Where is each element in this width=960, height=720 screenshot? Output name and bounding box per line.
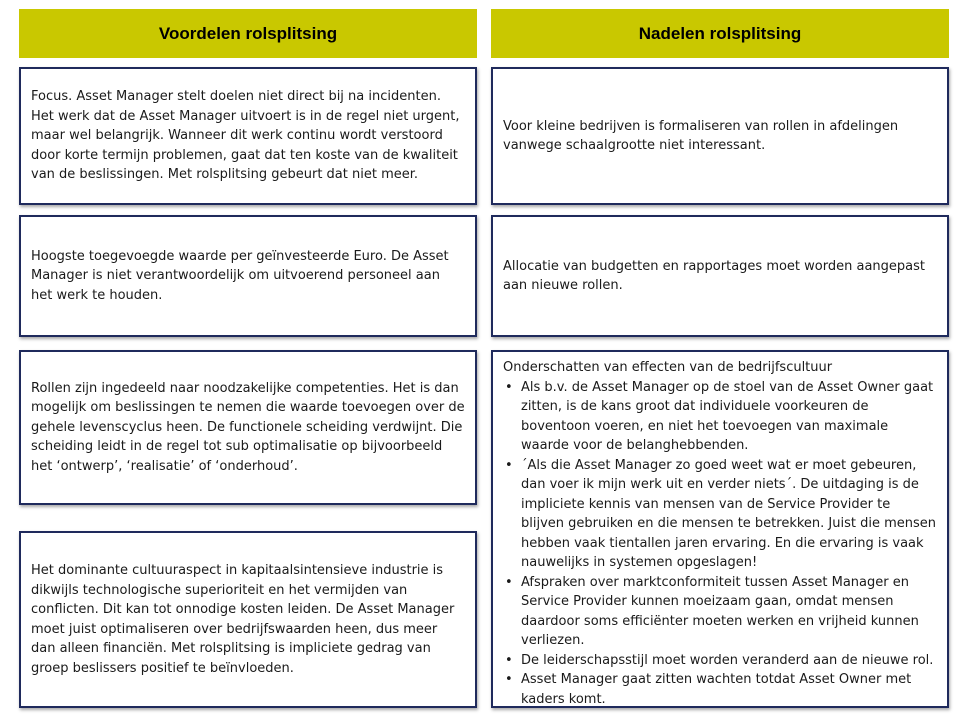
advantage-box-culture [19, 531, 477, 708]
disadvantage-text: Allocatie van budgetten en rapportages moet worden aangepast aan nieuwe rollen. [503, 258, 925, 293]
list-item [503, 378, 937, 456]
bullet-icon: • [505, 574, 513, 590]
list-item [503, 670, 937, 709]
list-item-text: De leiderschapsstijl moet worden veranderd aan de nieuwe rol. [521, 652, 934, 668]
disadvantage-box-small-companies [491, 67, 949, 205]
disadvantage-bullet-list [503, 378, 937, 710]
bullet-icon: • [505, 379, 513, 395]
advantage-text: Rollen zijn ingedeeld naar noodzakelijke competenties. Het is dan mogelijk om beslissingen te nemen die waarde toevoegen over de gehele levenscyclus heen. De functionele scheiding verdwijnt. Die scheiding leidt in de regel tot sub optimalisatie op bijvoorbeeld het ‘ontwerp’, ‘realisatie’ of ‘onderhoud’. [31, 380, 465, 474]
list-item-text: Asset Manager gaat zitten wachten totdat Asset Owner met kaders komt. [521, 672, 912, 707]
list-item-text: Afspraken over marktconformiteit tussen Asset Manager en Service Provider kunnen moeizaam gaan, omdat mensen daardoor soms efficiënter moeten werken en vrijheid kunnen verliezen. [521, 574, 919, 648]
advantage-text: Hoogste toegevoegde waarde per geïnvesteerde Euro. De Asset Manager is niet verantwoordelijk om uitvoerend personeel aan het werk te houden. [31, 248, 449, 303]
list-item-text: Als b.v. de Asset Manager op de stoel van de Asset Owner gaat zitten, is de kans groot dat individuele voorkeuren de boventoon voeren, en niet het toevoegen van maximale waarde voor de belanghebbenden. [521, 379, 934, 453]
advantages-header-text: Voordelen rolsplitsing [158, 23, 338, 43]
advantage-box-focus [19, 67, 477, 205]
bullet-icon: • [505, 672, 513, 687]
list-item [503, 573, 937, 651]
disadvantage-culture-title: Onderschatten van effecten van de bedrijfscultuur [503, 360, 833, 375]
disadvantage-culture-content [503, 358, 937, 709]
advantage-box-value [19, 215, 477, 337]
disadvantage-text: Voor kleine bedrijven is formaliseren van rollen in afdelingen vanwege schaalgrootte niet interessant. [503, 118, 899, 153]
advantage-box-competencies [19, 350, 477, 505]
advantages-header [19, 9, 477, 58]
disadvantage-box-budgets [491, 215, 949, 337]
list-item [503, 456, 937, 573]
bullet-icon: • [505, 652, 513, 668]
advantage-text: Het dominante cultuuraspect in kapitaalsintensieve industrie is dikwijls technologische superioriteit en het vermijden van conflicten. Dit kan tot onnodige kosten leiden. De Asset Manager moet juist optimaliseren over bedrijfswaarden heen, dus meer dan alleen financiën. Met rolsplitsing is impliciete gedrag van groep beslissers positief te beïnvloeden. [31, 563, 455, 676]
bullet-icon: • [505, 457, 513, 473]
advantage-text: Focus. Asset Manager stelt doelen niet direct bij na incidenten. Het werk dat de Asset Manager uitvoert is in de regel niet urgent, maar wel belangrijk. Wanneer dit werk continu wordt verstoord door korte termijn problemen, gaat dat ten koste van de kwaliteit van de beslissingen. Met rolsplitsing gebeurt dat niet meer. [31, 89, 460, 183]
disadvantages-header [491, 9, 949, 58]
disadvantage-box-culture [491, 350, 949, 708]
list-item [503, 651, 937, 671]
list-item-text: ´Als die Asset Manager zo goed weet wat er moet gebeuren, dan voer ik mijn werk uit en verder niets´. De uitdaging is de impliciete kennis van mensen van de Service Provider te blijven gebruiken en die mensen te betrekken. Juist die mensen hebben vaak tientallen jaren ervaring. En die ervaring is vaak nauwelijks in systemen opgeslagen! [521, 457, 937, 570]
disadvantages-header-text: Nadelen rolsplitsing [638, 23, 802, 43]
